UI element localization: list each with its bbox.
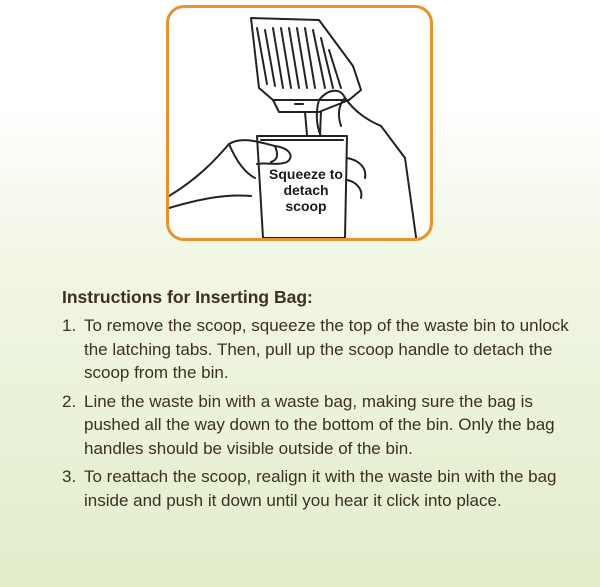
step-1 — [62, 314, 582, 385]
step-number: 1. — [62, 316, 77, 335]
instructions-section — [62, 287, 582, 517]
steps-list — [62, 314, 582, 512]
step-text: To remove the scoop, squeeze the top of the waste bin to unlock the latching tabs. Then, pull up the scoop handle to detach the scoop from the bin. — [84, 316, 569, 382]
step-3 — [62, 465, 582, 512]
step-number: 3. — [62, 467, 77, 486]
step-number: 2. — [62, 391, 77, 411]
step-2 — [62, 390, 582, 461]
step-text: To reattach the scoop, realign it with the waste bin with the bag inside and push it down until you hear it click into place. — [84, 467, 557, 510]
squeeze-callout: Squeeze to detach scoop — [269, 166, 343, 214]
illustration-frame — [166, 5, 433, 241]
step-text: Line the waste bin with a waste bag, making sure the bag is pushed all the way down to the bottom of the bin. Only the bag handles should be visible outside of the bin. — [84, 391, 555, 458]
instructions-title: Instructions for Inserting Bag: — [62, 287, 313, 307]
